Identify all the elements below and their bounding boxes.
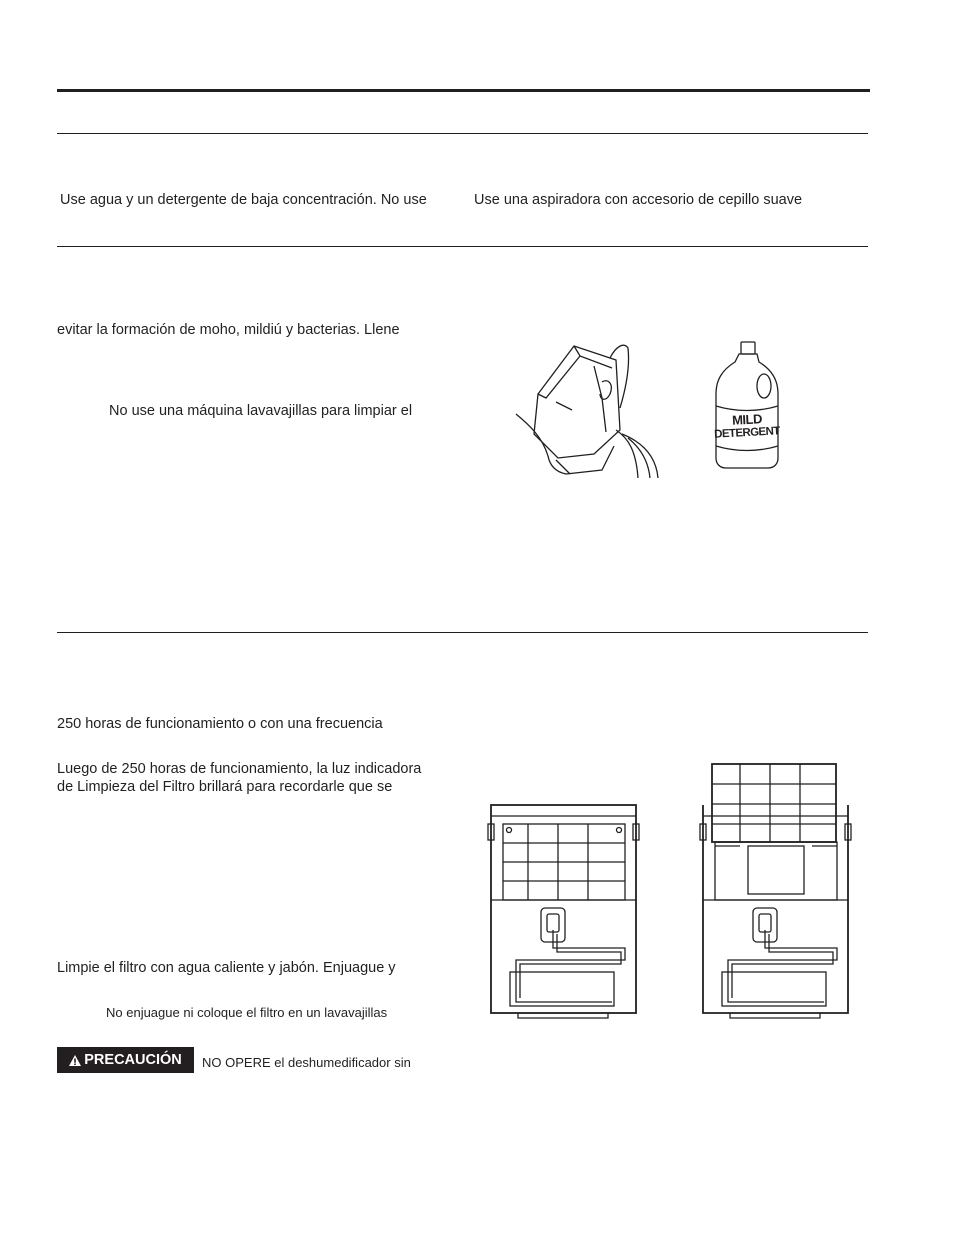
care-grille-text: Use una aspiradora con accesorio de cepillo suave bbox=[474, 192, 803, 208]
section-rule-bucket bbox=[57, 246, 868, 247]
top-rule bbox=[57, 89, 870, 92]
bucket-emptying-illustration bbox=[510, 338, 670, 480]
bucket-text-line-1: evitar la formación de moho, mildiú y bacterias. Llene bbox=[57, 322, 400, 338]
filter-text-line-3: de Limpieza del Filtro brillará para recordarle que se bbox=[57, 779, 393, 795]
caution-badge bbox=[57, 1047, 194, 1073]
caution-label: PRECAUCIÓN bbox=[84, 1052, 182, 1068]
warning-icon bbox=[69, 1055, 81, 1066]
section-rule-care bbox=[57, 133, 868, 134]
section-rule-filter bbox=[57, 632, 868, 633]
caution-text: NO OPERE el deshumedificador sin bbox=[202, 1055, 411, 1070]
filter-text-line-4: Limpie el filtro con agua caliente y jabón. Enjuague y bbox=[57, 960, 396, 976]
detergent-bottle-illustration bbox=[712, 340, 782, 470]
filter-text-line-2: Luego de 250 horas de funcionamiento, la luz indicadora bbox=[57, 761, 422, 777]
dehumidifier-filter-installed-illustration bbox=[488, 802, 640, 1024]
dehumidifier-filter-removed-illustration bbox=[700, 762, 852, 1024]
detergent-label-line-1: MILD bbox=[731, 411, 763, 428]
bucket-text-line-2: No use una máquina lavavajillas para limpiar el bbox=[109, 403, 413, 419]
detergent-label-line-2: DETERGENT bbox=[713, 425, 781, 441]
filter-text-line-1: 250 horas de funcionamiento o con una frecuencia bbox=[57, 716, 383, 732]
care-cabinet-text: Use agua y un detergente de baja concentración. No use bbox=[60, 192, 427, 208]
filter-text-line-5: No enjuague ni coloque el filtro en un lavavajillas bbox=[106, 1005, 388, 1020]
